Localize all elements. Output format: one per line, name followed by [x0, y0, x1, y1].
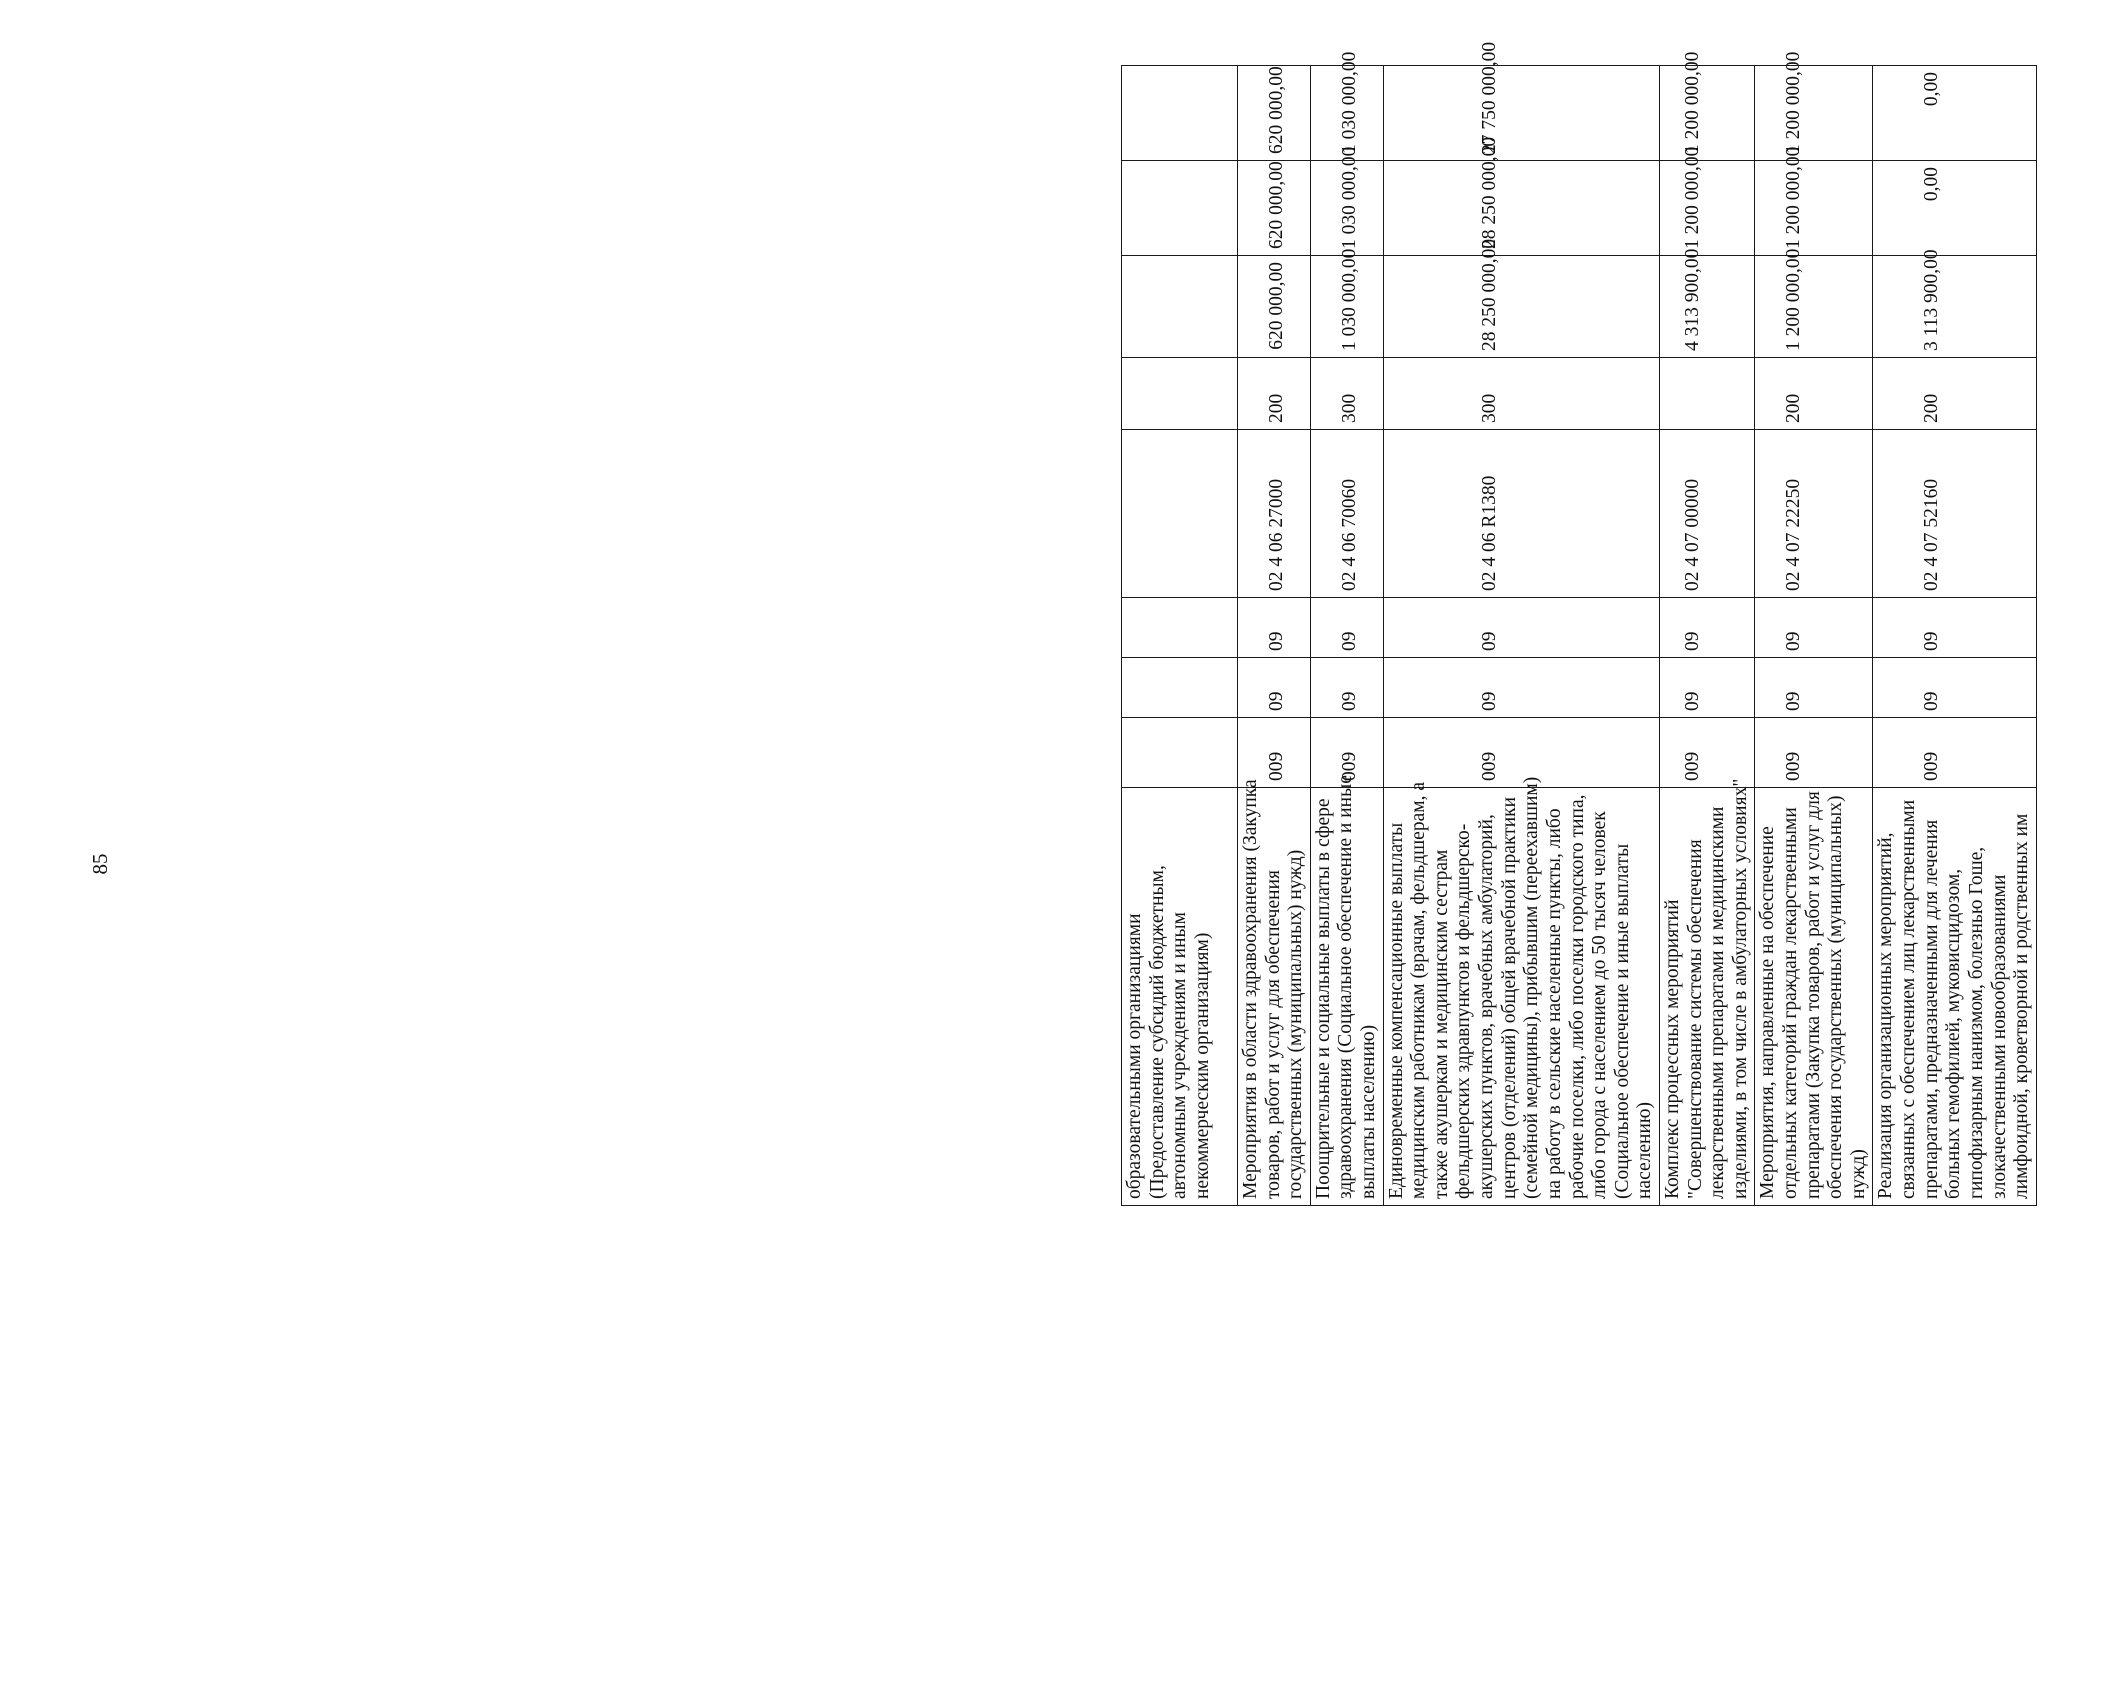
- description-line: препаратами (Закупка товаров, работ и услуг для: [1802, 791, 1824, 1199]
- section-cell: 09: [1873, 658, 2036, 718]
- expense-type-cell: [1122, 358, 1238, 430]
- description-line: акушерских пунктов, врачебных амбулаторий,: [1476, 814, 1498, 1199]
- ministry-code-cell: 009: [1755, 718, 1873, 788]
- description-line: обеспечения государственных (муниципальных): [1825, 795, 1847, 1199]
- amount-year-3-cell: 1 200 000,00: [1659, 66, 1754, 161]
- target-article-cell: 02 4 07 00000: [1659, 430, 1754, 598]
- subsection-cell: 09: [1755, 598, 1873, 658]
- description-cell: [1122, 788, 1238, 1206]
- subsection-cell: 09: [1873, 598, 2036, 658]
- description-line: препаратами, предназначенными для лечения: [1920, 819, 1942, 1199]
- description-line: нужд): [1847, 1149, 1869, 1199]
- description-line: связанных с обеспечением лиц лекарственными: [1898, 799, 1920, 1199]
- description-cell: [1310, 775, 1383, 1206]
- section-cell: 09: [1659, 658, 1754, 718]
- amount-year-3-cell: 1 030 000,00: [1310, 66, 1383, 161]
- target-article-cell: 02 4 07 52160: [1873, 430, 2036, 598]
- description-line: государственных (муниципальных) нужд): [1285, 849, 1307, 1199]
- subsection-cell: 09: [1659, 598, 1754, 658]
- ministry-code-cell: 009: [1310, 718, 1383, 788]
- table-row: [1755, 66, 1873, 1206]
- section-cell: 09: [1238, 658, 1311, 718]
- amount-year-2-cell: [1122, 161, 1238, 256]
- subsection-cell: [1122, 598, 1238, 658]
- description-line: больных гемофилией, муковисцидозом,: [1943, 868, 1965, 1199]
- amount-year-3-cell: 0,00: [1873, 66, 2036, 161]
- description-line: здравоохранения (Социальное обеспечение и иные: [1335, 775, 1357, 1199]
- amount-year-1-cell: 1 200 000,00: [1755, 256, 1873, 358]
- description-line: некоммерческим организациям): [1191, 932, 1213, 1199]
- description-line: Реализация организационных мероприятий,: [1875, 832, 1897, 1199]
- amount-year-2-cell: 1 200 000,00: [1755, 161, 1873, 256]
- description-line: Поощрительные и социальные выплаты в сфере: [1312, 798, 1334, 1199]
- amount-year-3-cell: 620 000,00: [1238, 66, 1311, 161]
- description-line: лекарственными препаратами и медицинскими: [1707, 806, 1729, 1199]
- amount-year-1-cell: 1 030 000,00: [1310, 256, 1383, 358]
- table-row: [1873, 66, 2036, 1206]
- amount-year-1-cell: 3 113 900,00: [1873, 256, 2036, 358]
- amount-year-2-cell: 1 200 000,00: [1659, 161, 1754, 256]
- page-number: 85: [88, 853, 112, 875]
- ministry-code-cell: [1122, 718, 1238, 788]
- amount-year-2-cell: 0,00: [1873, 161, 2036, 256]
- table-row: [1238, 66, 1311, 1206]
- amount-year-2-cell: 620 000,00: [1238, 161, 1311, 256]
- description-line: Комплекс процессных мероприятий: [1661, 899, 1683, 1199]
- description-line: "Совершенствование системы обеспечения: [1684, 839, 1706, 1199]
- description-line: выплаты населению): [1358, 1024, 1380, 1199]
- section-cell: 09: [1383, 658, 1659, 718]
- amount-year-3-cell: 27 750 000,00: [1383, 66, 1659, 161]
- table-body: [1122, 41, 2037, 1206]
- description-cell: [1873, 788, 2036, 1206]
- description-line: фельдшерских здравпунктов и фельдшерско-: [1453, 823, 1475, 1199]
- amount-year-1-cell: 620 000,00: [1238, 256, 1311, 358]
- amount-year-1-cell: [1122, 256, 1238, 358]
- expense-type-cell: [1659, 358, 1754, 430]
- expense-type-cell: 200: [1238, 358, 1311, 430]
- table-row: [1310, 66, 1383, 1206]
- budget-table: [1121, 41, 2037, 1206]
- expense-type-cell: 300: [1310, 358, 1383, 430]
- target-article-cell: [1122, 430, 1238, 598]
- description-line: Единовременные компенсационные выплаты: [1385, 822, 1407, 1199]
- target-article-cell: 02 4 06 R1380: [1383, 430, 1659, 598]
- target-article-cell: 02 4 06 70060: [1310, 430, 1383, 598]
- expense-type-cell: 300: [1383, 358, 1659, 430]
- description-cell: [1238, 779, 1311, 1206]
- description-line: Мероприятия, направленные на обеспечение: [1757, 826, 1779, 1199]
- description-line: (Социальное обеспечение и иные выплаты: [1611, 843, 1633, 1199]
- description-line: населению): [1634, 1102, 1656, 1199]
- target-article-cell: 02 4 07 22250: [1755, 430, 1873, 598]
- expense-type-cell: 200: [1755, 358, 1873, 430]
- description-cell: [1755, 788, 1873, 1206]
- description-line: образовательными организациями: [1124, 913, 1145, 1199]
- subsection-cell: 09: [1238, 598, 1311, 658]
- amount-year-3-cell: 1 200 000,00: [1755, 66, 1873, 161]
- description-line: лимфоидной, кроветворной и родственных им: [2011, 813, 2033, 1199]
- ministry-code-cell: 009: [1659, 718, 1754, 788]
- description-line: рабочие поселки, либо поселки городского типа,: [1566, 794, 1588, 1199]
- section-cell: 09: [1310, 658, 1383, 718]
- description-cell: [1659, 778, 1754, 1206]
- description-line: гипофизарным нанизмом, болезнью Гоше,: [1965, 846, 1987, 1199]
- subsection-cell: 09: [1310, 598, 1383, 658]
- description-cell: [1383, 776, 1659, 1206]
- description-line: либо города с населением до 50 тысяч человек: [1589, 811, 1611, 1199]
- subsection-cell: 09: [1383, 598, 1659, 658]
- amount-year-1-cell: 4 313 900,00: [1659, 256, 1754, 358]
- table-row: [1659, 66, 1754, 1206]
- description-line: автономным учреждениям и иным: [1169, 912, 1191, 1199]
- rotated-table-wrapper: [1121, 41, 2119, 1206]
- description-line: центров (отделений) общей врачебной практики: [1498, 796, 1520, 1199]
- description-line: также акушеркам и медицинским сестрам: [1430, 849, 1452, 1199]
- description-line: злокачественными новообразованиями: [1988, 874, 2010, 1199]
- expense-type-cell: 200: [1873, 358, 2036, 430]
- description-line: Мероприятия в области здравоохранения (Закупка: [1240, 779, 1261, 1199]
- description-line: товаров, работ и услуг для обеспечения: [1262, 870, 1284, 1199]
- table-row: [1122, 66, 1238, 1206]
- table-row: [1383, 66, 1659, 1206]
- description-line: на работу в сельские населенные пункты, либо: [1543, 808, 1565, 1199]
- ministry-code-cell: 009: [1383, 718, 1659, 788]
- ministry-code-cell: 009: [1873, 718, 2036, 788]
- target-article-cell: 02 4 06 27000: [1238, 430, 1311, 598]
- amount-year-2-cell: 28 250 000,00: [1383, 161, 1659, 256]
- description-line: отдельных категорий граждан лекарственными: [1780, 807, 1802, 1199]
- ministry-code-cell: 009: [1238, 718, 1311, 788]
- section-cell: 09: [1755, 658, 1873, 718]
- description-line: изделиями, в том числе в амбулаторных условиях": [1729, 778, 1751, 1199]
- section-cell: [1122, 658, 1238, 718]
- amount-year-3-cell: [1122, 66, 1238, 161]
- amount-year-2-cell: 1 030 000,00: [1310, 161, 1383, 256]
- description-line: медицинским работникам (врачам, фельдшерам, а: [1408, 782, 1430, 1199]
- description-line: (Предоставление субсидий бюджетным,: [1146, 865, 1168, 1199]
- amount-year-1-cell: 28 250 000,00: [1383, 256, 1659, 358]
- description-line: (семейной медицины), прибывшим (переехавшим): [1521, 776, 1543, 1199]
